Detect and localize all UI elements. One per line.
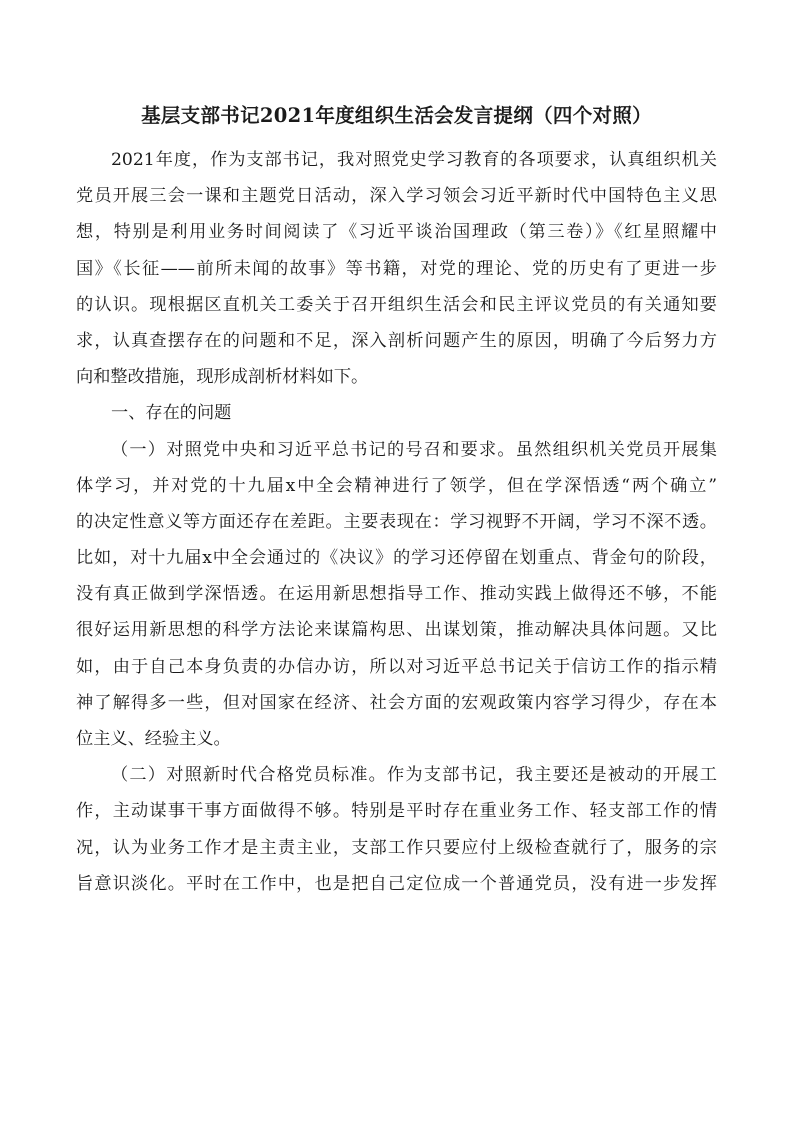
paragraph-line: 位主义、经验主义。 xyxy=(76,729,231,749)
paragraph-line: 的认识。现根据区直机关工委关于召开组织生活会和民主评议党员的有关通知要 xyxy=(76,294,717,315)
document-title: 基层支部书记2021年度组织生活会发言提纲（四个对照） xyxy=(141,104,652,127)
paragraph-line: 比如，对十九届x中全会通过的《决议》的学习还停留在划重点、背金句的阶段， xyxy=(76,548,717,569)
paragraph-line: 向和整改措施，现形成剖析材料如下。 xyxy=(76,367,369,388)
paragraph-line: 没有真正做到学深悟透。在运用新思想指导工作、推动实践上做得还不够，不能 xyxy=(76,584,717,605)
paragraph-line: 体学习，并对党的十九届x中全会精神进行了领学，但在学深悟透“两个确立” xyxy=(76,475,717,496)
paragraph-line: 作，主动谋事干事方面做得不够。特别是平时存在重业务工作、轻支部工作的情 xyxy=(76,801,717,822)
paragraph-line: （二）对照新时代合格党员标准。作为支部书记，我主要还是被动的开展工 xyxy=(111,765,717,786)
paragraph-line: 如，由于自己本身负责的办信办访，所以对习近平总书记关于信访工作的指示精 xyxy=(76,656,717,677)
paragraph-line: 神了解得多一些，但对国家在经济、社会方面的宏观政策内容学习得少，存在本 xyxy=(76,692,717,713)
paragraph-line: （一）对照党中央和习近平总书记的号召和要求。虽然组织机关党员开展集 xyxy=(111,439,717,460)
document-body xyxy=(76,142,717,902)
paragraph-line: 况，认为业务工作才是主责主业，支部工作只要应付上级检查就行了，服务的宗 xyxy=(76,837,717,858)
paragraph-line: 的决定性意义等方面还存在差距。主要表现在：学习视野不开阔，学习不深不透。 xyxy=(76,511,717,532)
paragraph-line: 旨意识淡化。平时在工作中，也是把自己定位成一个普通党员，没有进一步发挥 xyxy=(76,873,717,894)
paragraph-line: 求，认真查摆存在的问题和不足，深入剖析问题产生的原因，明确了今后努力方 xyxy=(76,330,717,351)
paragraph-line: 党员开展三会一课和主题党日活动，深入学习领会习近平新时代中国特色主义思 xyxy=(76,186,717,207)
paragraph-line: 国》《长征——前所未闻的故事》等书籍，对党的理论、党的历史有了更进一步 xyxy=(76,258,717,279)
paragraph-line: 2021年度，作为支部书记，我对照党史学习教育的各项要求，认真组织机关 xyxy=(111,150,717,170)
section-heading: 一、存在的问题 xyxy=(111,403,232,424)
paragraph-line: 很好运用新思想的科学方法论来谋篇构思、出谋划策，推动解决具体问题。又比 xyxy=(76,620,717,641)
paragraph-line: 想，特别是利用业务时间阅读了《习近平谈治国理政（第三卷）》《红星照耀中 xyxy=(76,222,717,243)
